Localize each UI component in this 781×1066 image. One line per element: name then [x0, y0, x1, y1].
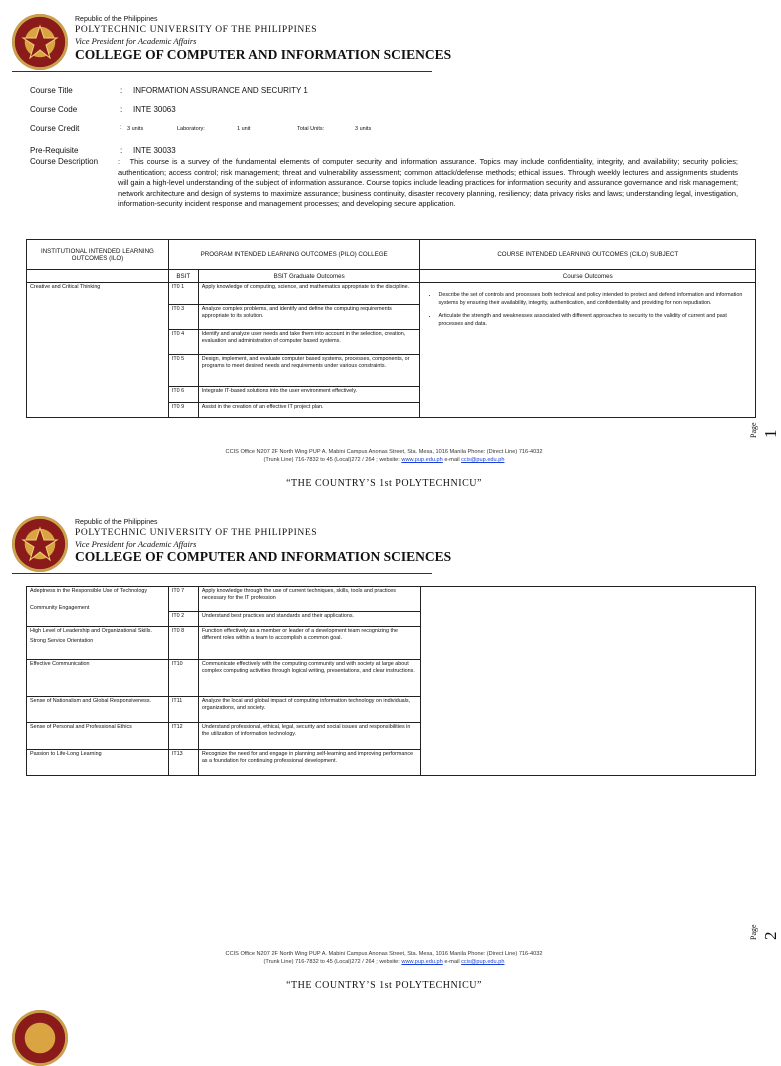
header-rule: [12, 573, 432, 574]
footer-contact: [0, 958, 768, 966]
course-code-label: Course Code: [30, 105, 78, 114]
outcome-code: IT11: [168, 697, 198, 723]
colon: :: [120, 146, 123, 155]
course-description-label: Course Description: [30, 157, 99, 166]
outcome-text: Analyze the local and global impact of computing information technology on individuals, organizations, and society.: [198, 697, 420, 723]
motto: “THE COUNTRY’S 1st POLYTECHNICU”: [286, 478, 482, 489]
outcome-text: Apply knowledge through the use of current techniques, skills, tools and practices necessary for the IT profession: [198, 587, 420, 612]
outcome-code: IT0 3: [168, 305, 198, 330]
cilo-cell-empty: [420, 587, 755, 776]
pup-seal-logo-partial: [12, 1010, 68, 1066]
ilo-label-secondary: Strong Service Orientation: [30, 638, 94, 644]
empty-cell: [27, 270, 169, 283]
footer-address: CCIS Office N207 2F North Wing PUP A. Mabini Campus Anonas Street, Sta. Mesa, 1016 Manila Phone: (Direct Line) 716-4032: [225, 449, 543, 455]
republic-label: Republic of the Philippines: [75, 519, 158, 526]
ilo-label: High Level of Leadership and Organizational Skills.: [30, 628, 152, 634]
outcome-text: Function effectively as a member or leader of a development team recognizing the different roles within a team to accomplish a common goal.: [198, 627, 420, 660]
vp-office: Vice President for Academic Affairs: [75, 539, 197, 549]
ilo-cell: Creative and Critical Thinking: [27, 283, 169, 418]
course-description: [118, 157, 738, 210]
footer-address: CCIS Office N207 2F North Wing PUP A. Mabini Campus Anonas Street, Sta. Mesa, 1016 Manila Phone: (Direct Line) 716-4032: [225, 951, 543, 957]
outcome-text: Identify and analyze user needs and take them into account in the selection, creation, evaluation and administration of computer based systems.: [198, 330, 420, 355]
outcome-text: Design, implement, and evaluate computer based systems, processes, components, or programs to meet desired needs and requirements under various constraints.: [198, 355, 420, 387]
outcome-code: IT13: [168, 750, 198, 776]
email-link[interactable]: ccis@pup.edu.ph: [461, 457, 505, 463]
outcome-code: IT0 8: [168, 627, 198, 660]
page-num: 2: [761, 931, 780, 940]
ilo-cell: Passion to Life-Long Learning: [27, 750, 169, 776]
outcome-text: Integrate IT-based solutions into the user environment effectively.: [198, 387, 420, 403]
website-link[interactable]: www.pup.edu.ph: [401, 457, 443, 463]
outcome-code: IT0 9: [168, 403, 198, 418]
credit-units: 3 units: [127, 126, 144, 132]
prerequisite-value: INTE 30033: [133, 146, 176, 155]
outcome-code: IT0 7: [168, 587, 198, 612]
cilo-item: • Articulate the strength and weaknesses associated with different approaches to security to the validity of current and past processes and data.: [438, 312, 749, 329]
header-rule: [12, 71, 432, 72]
ilo-label-secondary: Community Engagement: [30, 605, 90, 611]
cilo-cell: [420, 283, 756, 418]
laboratory-label: Laboratory:: [177, 126, 205, 132]
footer: [0, 448, 768, 464]
pup-seal-logo: [12, 14, 68, 70]
ilo-label: Adeptness in the Responsible Use of Technology: [30, 588, 148, 594]
college-name: COLLEGE OF COMPUTER AND INFORMATION SCIENCES: [75, 47, 452, 62]
subheader-bsit: BSIT: [168, 270, 198, 283]
page-num: 1: [761, 429, 780, 438]
subheader-graduate-outcomes: BSIT Graduate Outcomes: [198, 270, 420, 283]
outcome-text: Analyze complex problems, and identify and define the computing requirements appropriate to its solution.: [198, 305, 420, 330]
republic-label: Republic of the Philippines: [75, 16, 158, 23]
outcome-code: IT12: [168, 723, 198, 750]
outcome-code: IT0 5: [168, 355, 198, 387]
course-description-text: This course is a survey of the fundamental elements of computer security and information assurance. Topics may include confidentiality, integrity, and availability; security policies; authentication; access control; risk management; threat and vulnerability assessment; common attack/defense methods; ethical issues. Through weekly lectures and assignments students will gain a high-level understanding of the subject of information assurance. Course topics include leading practices for information security and assurance governance and risk management; network architecture and design of systems to maximize assurance; business continuity, disaster recovery planning, resiliency; data privacy risks and laws; understanding legal, investigation, information-security incident response and management processes; and developing secure application.: [118, 157, 738, 209]
cilo-item: • Describe the set of controls and processes both technical and policy intended to protect and defend information and information systems by ensuring their availability, integrity, authentication, and confidentiality and providing for non repudiation.: [438, 291, 749, 308]
ilo-cell: Sense of Personal and Professional Ethics: [27, 723, 169, 750]
colon: :: [118, 157, 121, 166]
outcome-text: Understand best practices and standards and their applications.: [198, 612, 420, 627]
page-word: Page: [749, 422, 758, 438]
outcome-text: Apply knowledge of computing, science, and mathematics appropriate to the discipline.: [198, 283, 420, 305]
header-cilo: COURSE INTENDED LEARNING OUTCOMES (CILO) SUBJECT: [420, 240, 756, 270]
page-number: [743, 915, 781, 940]
footer-trunk: (Trunk Line) 716-7832 to 45 (Local)272 / 264 ; website:: [263, 959, 402, 965]
footer-trunk: (Trunk Line) 716-7832 to 45 (Local)272 / 264 ; website:: [263, 457, 402, 463]
outcome-code: IT0 6: [168, 387, 198, 403]
motto: “THE COUNTRY’S 1st POLYTECHNICU”: [286, 980, 482, 991]
email-link[interactable]: ccis@pup.edu.ph: [461, 959, 505, 965]
outcome-code: IT10: [168, 660, 198, 697]
header-pilo: PROGRAM INTENDED LEARNING OUTCOMES (PILO) COLLEGE: [168, 240, 420, 270]
course-title-label: Course Title: [30, 86, 73, 95]
footer: [0, 950, 768, 966]
course-title-value: INFORMATION ASSURANCE AND SECURITY 1: [133, 86, 308, 95]
outcome-text: Recognize the need for and engage in planning self-learning and improving performance as a foundation for continuing professional development.: [198, 750, 420, 776]
outcome-code: IT0 1: [168, 283, 198, 305]
page-number: [743, 413, 781, 438]
total-units-label: Total Units:: [297, 126, 325, 132]
course-credit-label: Course Credit: [30, 124, 80, 133]
outcome-text: Communicate effectively with the computing community and with society at large about complex computing activities through logical writing, presentations, and clear instructions.: [198, 660, 420, 697]
course-code-value: INTE 30063: [133, 105, 176, 114]
page-2: [0, 510, 780, 1024]
page-1: [0, 0, 780, 500]
header-ilo: INSTITUTIONAL INTENDED LEARNING OUTCOMES (ILO): [27, 240, 169, 270]
ilo-cell: [27, 627, 169, 660]
outcome-code: IT0 4: [168, 330, 198, 355]
outcomes-table: [26, 239, 756, 418]
university-name: POLYTECHNIC UNIVERSITY OF THE PHILIPPINES: [75, 25, 318, 35]
footer-email-label: e-mail: [442, 457, 462, 463]
ilo-cell: [27, 587, 169, 627]
ilo-cell: Sense of Nationalism and Global Responsiveness.: [27, 697, 169, 723]
footer-contact: [0, 456, 768, 464]
pup-seal-logo: [12, 516, 68, 572]
outcome-text: Assist in the creation of an effective IT project plan.: [198, 403, 420, 418]
ilo-cell: Effective Communication: [27, 660, 169, 697]
prerequisite-label: Pre-Requisite: [30, 146, 79, 155]
subheader-course-outcomes: Course Outcomes: [420, 270, 756, 283]
vp-office: Vice President for Academic Affairs: [75, 36, 197, 46]
website-link[interactable]: www.pup.edu.ph: [401, 959, 443, 965]
colon: :: [120, 86, 123, 95]
page-word: Page: [749, 924, 758, 940]
total-units-value: 3 units: [355, 126, 372, 132]
university-name: POLYTECHNIC UNIVERSITY OF THE PHILIPPINES: [75, 528, 318, 538]
footer-email-label: e-mail: [442, 959, 462, 965]
outcomes-table-continued: [26, 586, 756, 776]
college-name: COLLEGE OF COMPUTER AND INFORMATION SCIENCES: [75, 549, 452, 564]
outcome-text: Understand professional, ethical, legal, security and social issues and responsibilities in the utilization of information technology.: [198, 723, 420, 750]
colon: :: [120, 125, 122, 131]
outcome-code: IT0 2: [168, 612, 198, 627]
laboratory-value: 1 unit: [237, 126, 251, 132]
colon: :: [120, 105, 123, 114]
